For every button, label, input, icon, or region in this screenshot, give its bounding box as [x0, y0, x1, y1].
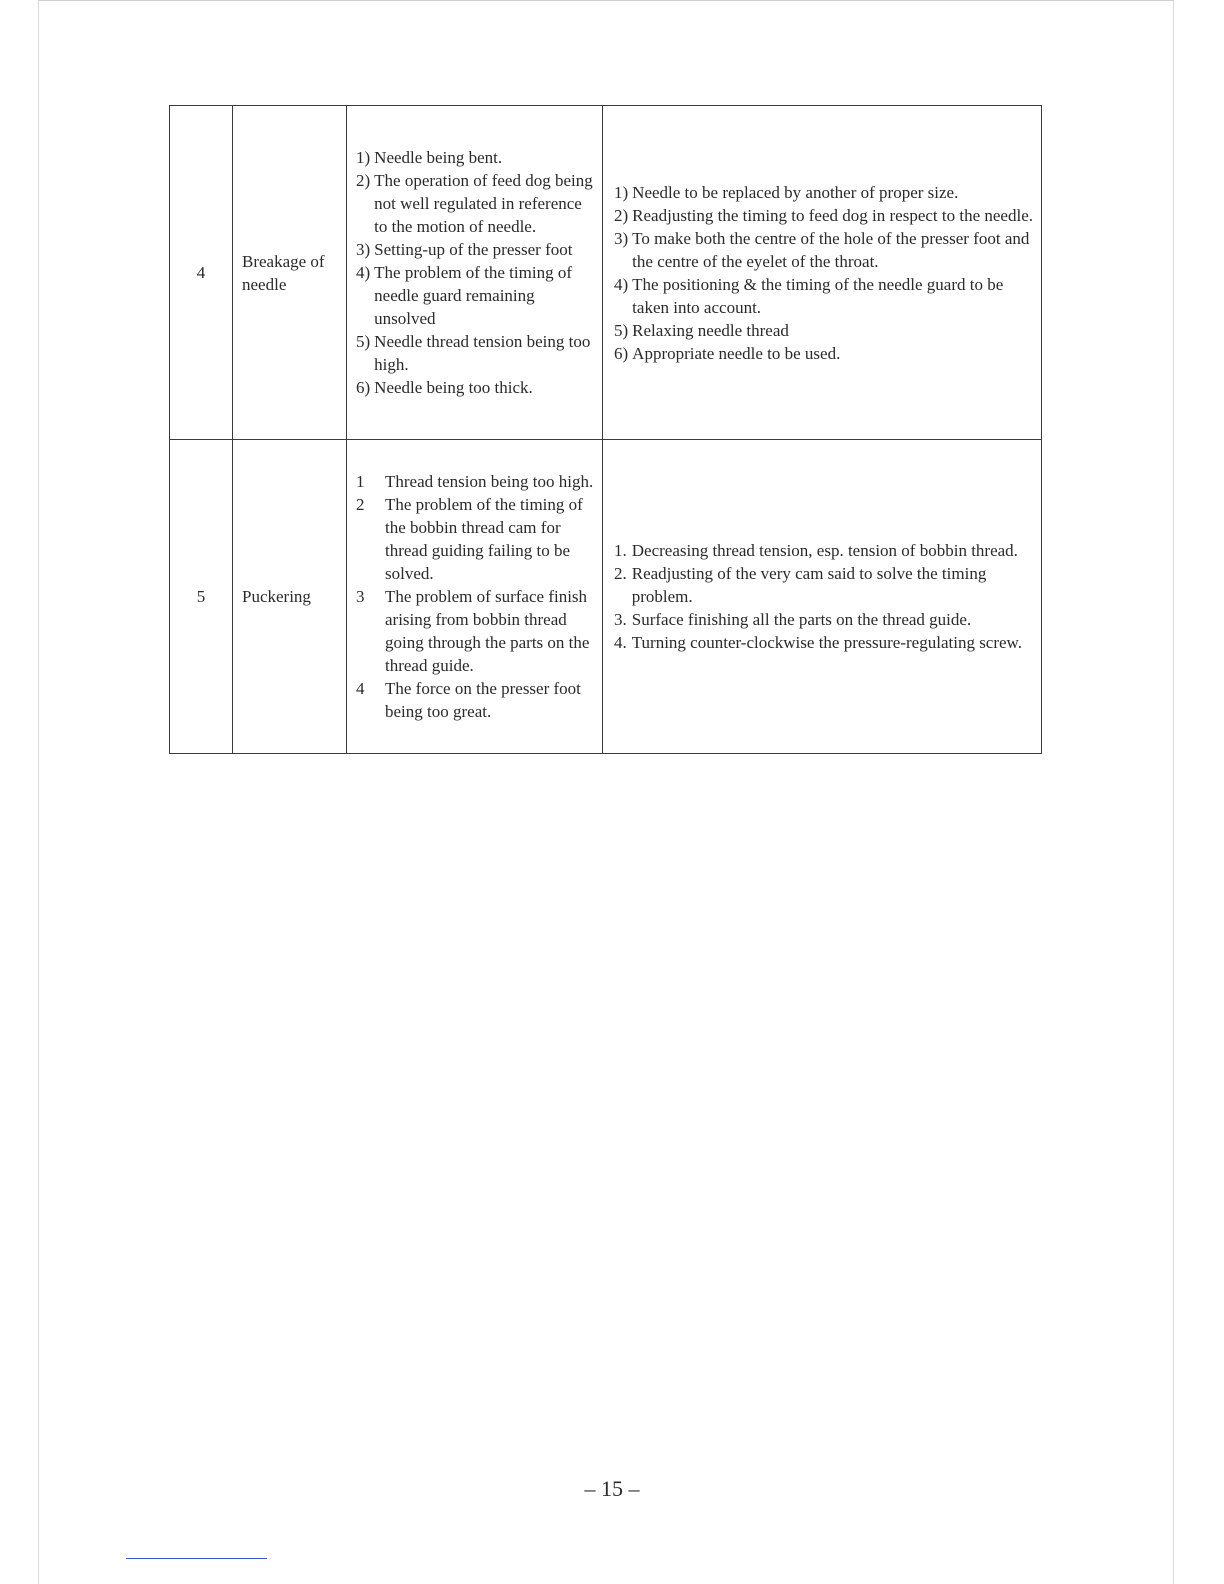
list-item [614, 181, 1035, 204]
list-item [614, 608, 1035, 631]
list-item [614, 631, 1035, 654]
list-item [356, 470, 596, 493]
list-item-text: The operation of feed dog being not well regulated in reference to the motion of needle. [374, 171, 593, 236]
list-item-text: Needle being too thick. [374, 378, 533, 397]
list-item-text: To make both the centre of the hole of the presser foot and the centre of the eyelet of the throat. [632, 228, 1030, 271]
list-item [356, 376, 596, 399]
list-item-number: 2) [614, 205, 629, 225]
row-number: 4 [170, 106, 233, 440]
list-item-number: 5) [614, 320, 629, 340]
list-item-number: 4. [614, 633, 627, 652]
list-item [356, 585, 596, 677]
list-item [614, 227, 1035, 273]
list-item [356, 169, 596, 238]
table-row [170, 440, 1042, 754]
list-item-number: 2. [614, 564, 627, 583]
list-item-number: 5) [356, 332, 371, 351]
list-item-text: Appropriate needle to be used. [632, 343, 841, 363]
list-item-number: 6) [614, 343, 629, 363]
list-item-text: The problem of surface finish arising from bobbin thread going through the parts on the thread guide. [385, 587, 590, 675]
list-item-number: 1 [356, 472, 365, 491]
list-item [614, 562, 1035, 608]
list-item [356, 493, 596, 585]
table-row [170, 106, 1042, 440]
list-item-number: 2) [356, 171, 371, 190]
list-item-text: Relaxing needle thread [632, 320, 789, 340]
list-item-text: Readjusting the timing to feed dog in respect to the needle. [632, 205, 1033, 225]
list-item [356, 261, 596, 330]
list-item-number: 2 [356, 495, 365, 514]
list-item-text: Surface finishing all the parts on the thread guide. [631, 610, 972, 629]
list-item-text: The problem of the timing of needle guard remaining unsolved [374, 263, 572, 328]
list-item-number: 3) [356, 240, 371, 259]
list-item-number: 3) [614, 228, 629, 248]
footer-rule [126, 1558, 267, 1559]
list-item [614, 273, 1035, 319]
list-item-number: 4 [356, 679, 365, 698]
list-item [614, 204, 1035, 227]
causes-cell [347, 440, 603, 754]
trouble-description: Puckering [233, 440, 347, 754]
list-item [614, 342, 1035, 365]
list-item-text: Thread tension being too high. [385, 472, 594, 491]
list-item-text: Setting-up of the presser foot [374, 240, 573, 259]
list-item-text: The positioning & the timing of the needle guard to be taken into account. [632, 274, 1004, 317]
trouble-description: Breakage of needle [233, 106, 347, 440]
list-item-number: 4) [356, 263, 371, 282]
row-number: 5 [170, 440, 233, 754]
list-item [356, 146, 596, 169]
list-item-number: 3. [614, 610, 627, 629]
list-item-number: 4) [614, 274, 629, 294]
troubleshooting-table [169, 105, 1042, 754]
list-item [614, 539, 1035, 562]
causes-list [356, 470, 596, 723]
list-item-text: Needle thread tension being too high. [374, 332, 591, 374]
list-item [356, 238, 596, 261]
causes-cell [347, 106, 603, 440]
list-item [356, 330, 596, 376]
list-item [614, 319, 1035, 342]
list-item-number: 1. [614, 541, 627, 560]
remedies-cell [603, 440, 1042, 754]
page-number: – 15 – [584, 1476, 640, 1501]
list-item-text: Turning counter-clockwise the pressure-regulating screw. [631, 633, 1022, 652]
list-item-number: 1) [614, 182, 629, 202]
remedies-list [614, 539, 1035, 654]
list-item-number: 6) [356, 378, 371, 397]
list-item-number: 1) [356, 148, 371, 167]
remedies-list [614, 181, 1035, 365]
list-item-text: The force on the presser foot being too great. [385, 679, 581, 721]
list-item-number: 3 [356, 587, 365, 606]
list-item-text: Needle to be replaced by another of proper size. [632, 182, 959, 202]
list-item [356, 677, 596, 723]
remedies-cell [603, 106, 1042, 440]
causes-list [356, 146, 596, 399]
list-item-text: Readjusting of the very cam said to solve the timing problem. [631, 564, 987, 606]
list-item-text: The problem of the timing of the bobbin thread cam for thread guiding failing to be solved. [385, 495, 583, 583]
list-item-text: Needle being bent. [374, 148, 503, 167]
list-item-text: Decreasing thread tension, esp. tension of bobbin thread. [631, 541, 1018, 560]
